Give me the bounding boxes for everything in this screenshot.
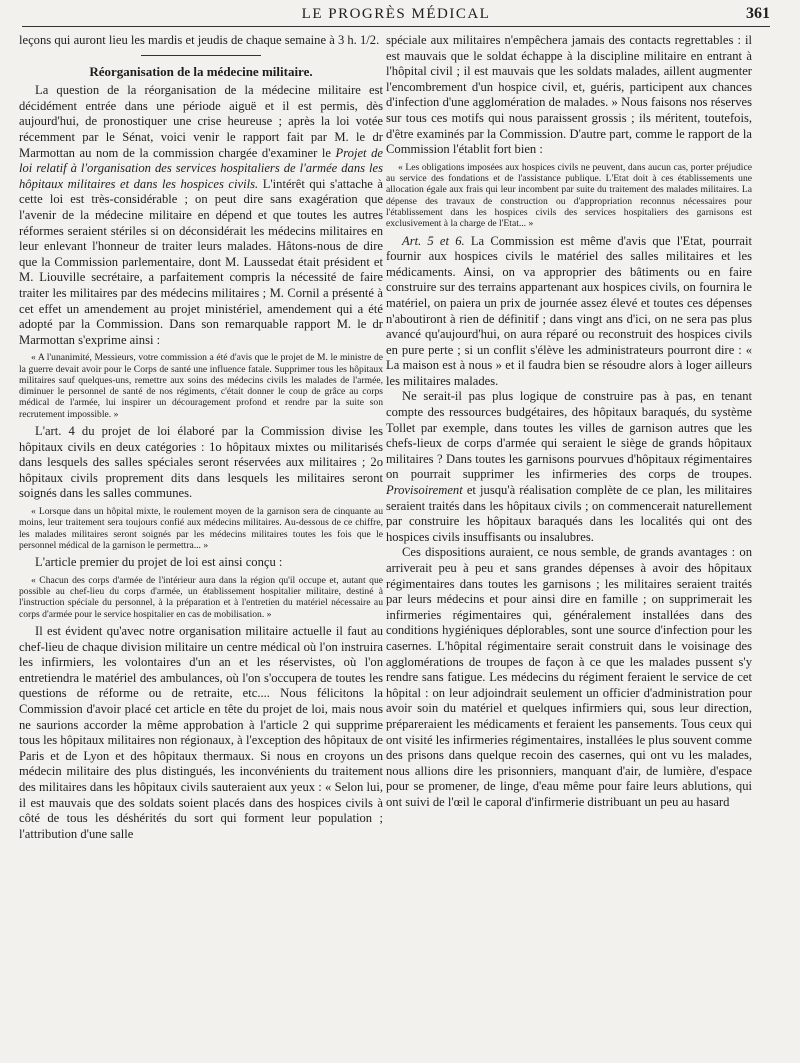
paragraph-continuation: leçons qui auront lieu les mardis et jeudis de chaque semaine à 3 h. 1/2. bbox=[19, 33, 380, 47]
paragraph-article-4: L'art. 4 du projet de loi élaboré par la Commission divise les hôpitaux civils en deux catégories : 1o hôpitaux mixtes ou militarisés dans lesquels des salles spéciales seront réservées aux militaires ; 2o hôpitaux civils proprement dits dans lesquels les militaires seront soignés dans les salles communes. bbox=[19, 424, 383, 501]
paragraph-commentary: Il est évident qu'avec notre organisation militaire actuelle il faut au chef-lieu de chaque division militaire un centre médical où l'on instruira les infirmiers, les volontaires d'un an et les réservistes, où l'on entretiendra le matériel des ambulances, où l'on s'occupera de toutes les questions de réforme ou de retraite, etc.... Nous félicitons la Commission d'avoir placé cet article en tête du projet de loi, mais nous ne saurions accorder la même approbation à l'article 2 qui supprime tous les hôpitaux militaires non régionaux, à l'exception des hôpitaux de Paris et de Lyon et des hôpitaux thermaux. Si nous en croyons un médecin militaire des plus distingués, les inconvénients du traitement des militaires dans les hôpitaux civils sauteraient aux yeux : « Selon lui, il est mauvais que des soldats soient placés dans des hospices civils à côté de tous les déshérités du sort qui forment leur population ; l'attribution d'une salle bbox=[19, 624, 383, 841]
left-column bbox=[19, 33, 383, 842]
bill-title: Projet de loi relatif à l'organisation des services hospitaliers de l'armée dans les hôpitaux militaires et dans les hospices civils. bbox=[19, 145, 384, 191]
paragraph-barracks-proposal bbox=[386, 389, 752, 545]
proposal-text-b: et jusqu'à réalisation complète de ce plan, les militaires seraient traités dans les hôpitaux civils ; on commencerait naturellement par construire les hôpitaux baraqués dans les localités qui ont des hospices civils insuffisants ou insalubres. bbox=[386, 483, 752, 544]
quotation-report bbox=[19, 352, 383, 420]
quotation-obligations bbox=[386, 162, 752, 230]
intro-text-b: L'intérêt qui s'attache à cette loi est très-considérable ; on peut dire sans exagération que l'avenir de la médecine militaire en dépend et que toutes les autres réformes seraient stériles si on déconsidérait les médecins militaires en leur enlevant l'honneur de traiter leurs malades. Hâtons-nous de dire que la Commission parlementaire, dont M. Laussedat était président et M. Liouville secrétaire, a parfaitement compris la nécessité de faire traiter les militaires par des médecins militaires ; M. Cornil a présenté à cet effet un amendement au projet ministériel, amendement qui a été adopté par la Commission. Dans son remarquable rapport M. le dr Marmottan s'exprime ainsi : bbox=[19, 176, 383, 347]
quotation-text: « A l'unanimité, Messieurs, votre commission a été d'avis que le projet de M. le ministre de la guerre devait avoir pour le Corps de santé une influence fatale. Supprimer tous les hôpitaux militaires sauf quelques-uns, remettre aux soins des médecins civils les malades de l'armée, diminuer le personnel de santé de nos régiments, c'était donner le coup de grâce au corps médical de l'armée, lui inspirer un découragement profond et rendre par la suite son recrutement impossible. » bbox=[19, 352, 383, 420]
paragraph-article-1-intro: L'article premier du projet de loi est ainsi conçu : bbox=[35, 555, 283, 570]
right-column bbox=[386, 33, 752, 811]
quotation-article-1 bbox=[19, 575, 383, 620]
section-rule bbox=[141, 55, 261, 56]
quotation-text: « Les obligations imposées aux hospices civils ne peuvent, dans aucun cas, porter préjudice au service des fondations et de l'assistance publique. L'Etat doit à ces établissements une allocation égale aux frais qui leur incombent par suite du traitement des malades militaires. La dépense des travaux de construction ou d'appropriation reconnus nécessaires pour l'établissement dans les hospices civils des services hospitaliers des garnisons est exclusivement à la charge de l'Etat... » bbox=[386, 161, 752, 230]
journal-title: LE PROGRÈS MÉDICAL bbox=[301, 6, 491, 22]
quotation-text: « Lorsque dans un hôpital mixte, le roulement moyen de la garnison sera de cinquante au moins, leur traitement sera toujours confié aux médecins militaires. Au-dessous de ce chiffre, les malades militaires seront soignés par les médecins militaires toutes les fois que le personnel médical de la garnison le permettra... » bbox=[19, 506, 383, 551]
quotation-text: « Chacun des corps d'armée de l'intérieur aura dans la région qu'il occupe et, autant que possible au chef-lieu du corps d'armée, un établissement hospitalier militaire, destiné à l'instruction spéciale du personnel, à la préparation et à l'entretien du matériel nécessaire au corps d'armée pour le service hospitalier en cas de mobilisation. » bbox=[19, 574, 383, 620]
running-header bbox=[22, 4, 770, 27]
page-number: 361 bbox=[746, 5, 770, 22]
paragraph-advantages: Ces dispositions auraient, ce nous semble, de grands avantages : on arriverait peu à peu et sans grandes dépenses à avoir des hôpitaux régimentaires dans toutes les garnisons ; les militaires seraient traités par leurs médecins et pour ainsi dire en famille ; on supprimerait les infirmeries régimentaires qui, généralement installées dans des conditions hygiéniques déplorables, sont une source d'infection pour les casernes. L'hôpital régimentaire serait construit dans le voisinage des agglomérations de troupes de façon à ce que les malades pussent s'y rendre sans fatigue. Les médecins du régiment feraient le service de cet hôpital : on leur adjoindrait seulement un officier d'administration pour avoir soin du matériel et quelques infirmiers qui, sous leur direction, prépareraient les médicaments et feraient les pansements. Tous ceux qui ont visité les infirmeries régimentaires, installées le plus souvent comme des prisons dans quelque recoin des casernes, qui ont vu les malades, nous allions dire les prisonniers, manquant d'air, de lumière, d'espace pour se promener, de linge, d'eau même pour faire leurs ablutions, qui ont suivi de l'œil le caporal d'infirmerie distribuant un peu au hasard bbox=[386, 545, 752, 809]
paragraph-continuation: spéciale aux militaires n'empêchera jamais des contacts regrettables : il est mauvais que le soldat échappe à la discipline militaire en entrant à l'hôpital civil ; il est mauvais que les soldats malades, aillent augmenter l'encombrement d'un hospice civil, et, guéris, participent aux chances d'infection d'une agglomération de malades. » Nous faisons nos réserves sur tous ces motifs qui nous paraissent grossis ; ils méritent, toutefois, d'être examinés par la Commission. D'autre part, comme le rapport de la Commission l'établit fort bien : bbox=[386, 33, 752, 157]
section-heading: Réorganisation de la médecine militaire. bbox=[89, 63, 313, 79]
paragraph-articles-5-6 bbox=[386, 234, 752, 390]
proposal-text-a: Ne serait-il pas plus logique de construire pas à pas, en tenant compte des ressources budgétaires, des hôpitaux baraqués, du système Tollet par exemple, dans toutes les villes de garnison autres que les chefs-lieux de corps d'armée qui seraient le siège de grands hôpitaux militaires ? Dans toutes les garnisons pourvues d'hôpitaux régimentaires on pourrait supprimer les infirmeries des corps de troupes. bbox=[386, 389, 752, 482]
paragraph-intro bbox=[19, 83, 383, 348]
article-ref: Art. 5 et 6. bbox=[402, 233, 465, 248]
intro-text-a: La question de la réorganisation de la médecine militaire est décidément entrée dans une période aiguë et il est permis, dès aujourd'hui, de pronostiquer une crise heureuse ; après la loi votée récemment par le Sénat, voici venir le rapport fait par M. le dr Marmottan au nom de la commission chargée d'examiner le bbox=[19, 83, 383, 160]
quotation-mixed-hospital bbox=[19, 506, 383, 551]
provisional-word: Provisoirement bbox=[386, 483, 463, 498]
articles-text: La Commission est même d'avis que l'Etat, pourrait fournir aux hospices civils le matériel des salles militaires et les médicaments. Ainsi, on va approprier des bâtiments ou en faire construire sur des terrains appartenant aux hospices civils, on fournira le matériel, on paiera un prix de journée assez élevé et toutes ces dépenses n'aboutiront à rien de définitif ; dans vingt ans d'ici, on ne sera pas plus avancé qu'aujourd'hui, on aura réparé ou reconstruit des hospices civils en pure perte ; si un conflit s'élève les administrateurs pourront dire : « La maison est à nous » et il faudra bien se résoudre alors à loger ailleurs les militaires malades. bbox=[386, 233, 752, 388]
